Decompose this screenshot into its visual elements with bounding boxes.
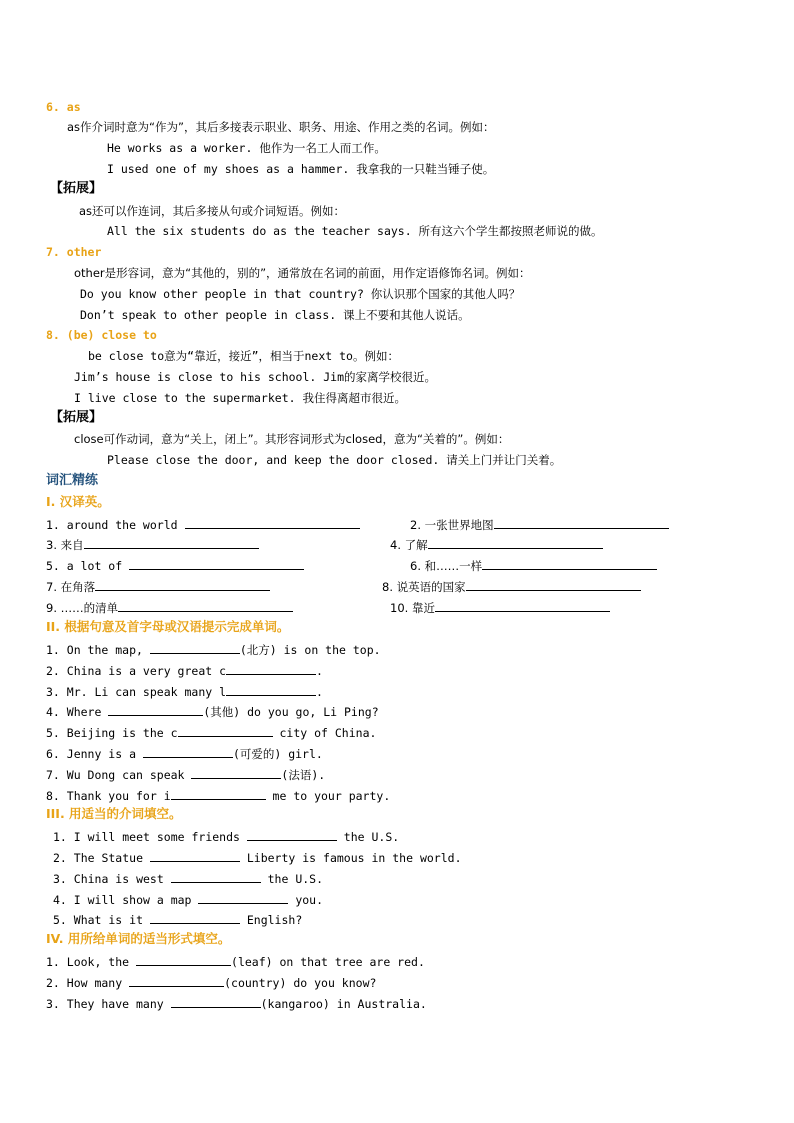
answer-blank[interactable] — [136, 952, 231, 966]
example-sentence: Do you know other people in that country? 你认识那个国家的其他人吗？ — [80, 287, 521, 301]
answer-blank[interactable] — [129, 973, 224, 987]
explanation-line: as作介词时意为“作为”，其后多接表示职业、职务、用途、作用之类的名词。例如： — [67, 120, 495, 134]
extension-label: 【拓展】 — [50, 410, 103, 425]
answer-blank[interactable] — [466, 577, 641, 591]
part-1-title: I. 汉译英。 — [46, 494, 110, 509]
exercise-item: 2. China is a very great c . — [46, 661, 323, 679]
answer-blank[interactable] — [247, 827, 337, 841]
part-4-title: IV. 用所给单词的适当形式填空。 — [46, 931, 231, 946]
exercise-item: 1. around the world — [46, 515, 360, 533]
answer-blank[interactable] — [171, 869, 261, 883]
explanation-line: as还可以作连词，其后多接从句或介词短语。例如： — [79, 204, 346, 218]
exercise-item: 7. Wu Dong can speak (法语). — [46, 765, 325, 783]
answer-blank[interactable] — [95, 577, 270, 591]
exercise-item: 2. How many (country) do you know? — [46, 973, 376, 991]
exercise-item: 6. Jenny is a (可爱的) girl. — [46, 744, 323, 762]
answer-blank[interactable] — [198, 890, 288, 904]
exercise-item: 8. Thank you for i me to your party. — [46, 786, 390, 804]
exercise-item: 4. Where (其他) do you go, Li Ping? — [46, 702, 379, 720]
example-sentence: Don’t speak to other people in class. 课上不要和其他人说话。 — [80, 308, 470, 322]
example-sentence: All the six students do as the teacher says. 所有这六个学生都按照老师说的做。 — [107, 224, 603, 238]
vocab-practice-title: 词汇精练 — [46, 473, 99, 488]
explanation-line: close可作动词，意为“关上，闭上”。其形容词形式为closed，意为“关着的”。例如： — [74, 432, 510, 446]
part-2-title: II. 根据句意及首字母或汉语提示完成单词。 — [46, 619, 290, 634]
exercise-item: 7. 在角落 — [46, 577, 270, 595]
answer-blank[interactable] — [226, 682, 316, 696]
exercise-item: 5. What is it English? — [53, 910, 302, 928]
answer-blank[interactable] — [150, 848, 240, 862]
answer-blank[interactable] — [143, 744, 233, 758]
example-sentence: Jim’s house is close to his school. Jim的家离学校很近。 — [74, 370, 437, 384]
section-heading-close-to: 8. (be) close to — [46, 328, 157, 342]
section-heading-as: 6. as — [46, 100, 81, 114]
exercise-item: 1. On the map, (北方) is on the top. — [46, 640, 381, 658]
exercise-item: 6. 和……一样 — [410, 556, 657, 574]
section-heading-other: 7. other — [46, 245, 102, 259]
answer-blank[interactable] — [494, 515, 669, 529]
explanation-line: other是形容词，意为“其他的，别的”，通常放在名词的前面，用作定语修饰名词。例如： — [74, 266, 531, 280]
answer-blank[interactable] — [428, 535, 603, 549]
answer-blank[interactable] — [150, 640, 240, 654]
answer-blank[interactable] — [171, 786, 266, 800]
answer-blank[interactable] — [191, 765, 281, 779]
answer-blank[interactable] — [150, 910, 240, 924]
answer-blank[interactable] — [108, 702, 203, 716]
exercise-item: 4. I will show a map you. — [53, 890, 323, 908]
answer-blank[interactable] — [482, 556, 657, 570]
answer-blank[interactable] — [84, 535, 259, 549]
part-3-title: III. 用适当的介词填空。 — [46, 806, 182, 821]
exercise-item: 9. ……的清单 — [46, 598, 293, 616]
example-sentence: Please close the door, and keep the door closed. 请关上门并让门关着。 — [107, 453, 562, 467]
exercise-item: 8. 说英语的国家 — [382, 577, 641, 595]
exercise-item: 3. 来自 — [46, 535, 259, 553]
example-sentence: I live close to the supermarket. 我住得离超市很近。 — [74, 391, 406, 405]
answer-blank[interactable] — [226, 661, 316, 675]
exercise-item: 3. Mr. Li can speak many l . — [46, 682, 323, 700]
exercise-item: 2. 一张世界地图 — [410, 515, 669, 533]
exercise-item: 2. The Statue Liberty is famous in the world. — [53, 848, 462, 866]
extension-label: 【拓展】 — [50, 181, 103, 196]
exercise-item: 1. Look, the (leaf) on that tree are red. — [46, 952, 425, 970]
explanation-line: be close to意为“靠近，接近”，相当于next to。例如： — [88, 349, 399, 363]
answer-blank[interactable] — [118, 598, 293, 612]
exercise-item: 3. China is west the U.S. — [53, 869, 323, 887]
exercise-item: 1. I will meet some friends the U.S. — [53, 827, 399, 845]
exercise-item: 10. 靠近 — [390, 598, 610, 616]
exercise-item: 4. 了解 — [390, 535, 603, 553]
answer-blank[interactable] — [185, 515, 360, 529]
exercise-item: 3. They have many (kangaroo) in Australia. — [46, 994, 427, 1012]
exercise-item: 5. a lot of — [46, 556, 304, 574]
example-sentence: He works as a worker. 他作为一名工人而工作。 — [107, 141, 386, 155]
answer-blank[interactable] — [129, 556, 304, 570]
answer-blank[interactable] — [435, 598, 610, 612]
example-sentence: I used one of my shoes as a hammer. 我拿我的一只鞋当锤子使。 — [107, 162, 495, 176]
exercise-item: 5. Beijing is the c city of China. — [46, 723, 376, 741]
answer-blank[interactable] — [171, 994, 261, 1008]
answer-blank[interactable] — [178, 723, 273, 737]
